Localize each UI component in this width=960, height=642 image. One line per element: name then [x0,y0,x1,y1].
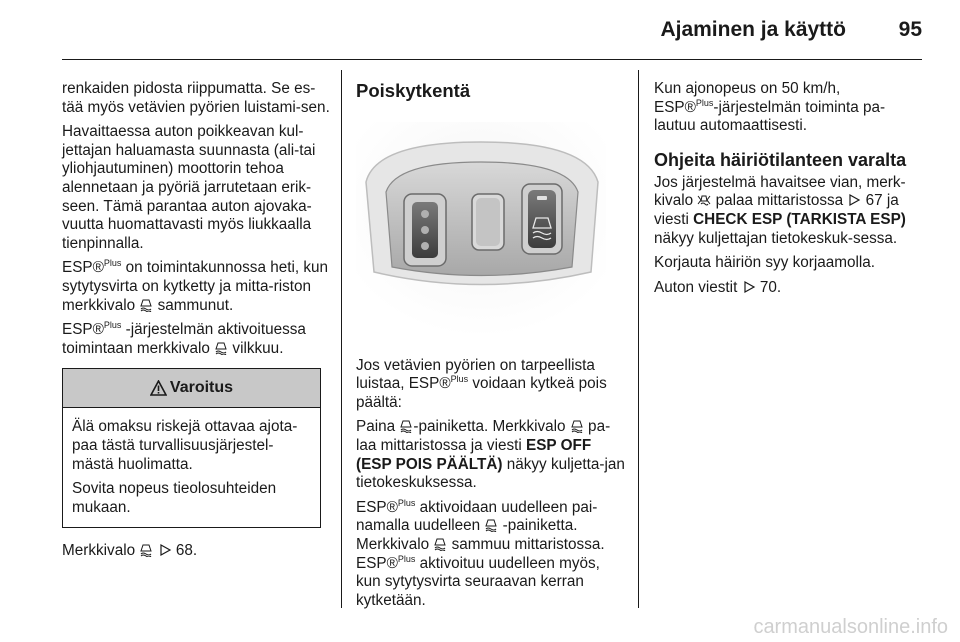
col2-paragraph-2: Paina -painiketta. Merkkivalo pa-laa mittaristossa ja viesti ESP OFF (ESP POIS PÄÄLTÄ) näkyy kuljetta-jan tietokeskuksessa. [356,418,625,492]
col1-paragraph-1: renkaiden pidosta riippumatta. Se es-tää myös vetävien pyörien luistami-sen. [62,80,330,116]
esp-warning-icon [139,298,153,312]
check-esp-message: CHECK ESP (TARKISTA ESP) [693,210,906,228]
col1-paragraph-2: Havaittaessa auton poikkeavan kul-jettajan haluamasta suunnasta (ali-tai yliohjautuminen) moottorin tehoa alennetaan ja pyöriä jarrutetaan erik-seen. Tämä parantaa auton ajovaka-vuutta huomattavasti myös liukkaalla tienpinnalla. [62,123,316,252]
col1-paragraph-5: Merkkivalo 68. [62,542,198,560]
esp-warning-icon [433,537,447,551]
page-header [0,0,960,62]
watermark: carmanualsonline.info [753,616,948,638]
esp-warning-icon [139,543,153,557]
col2-paragraph-1: Jos vetävien pyörien on tarpeellista luistaa, ESP®$^{Plus}$ voidaan kytkeä pois päältä: [356,356,607,411]
col3-paragraph-1: Kun ajonopeus on 50 km/h, ESP®$^{Plus}$-järjestelmän toiminta pa-lautuu automaattisesti. [654,80,886,135]
page-reference-arrow-icon [158,543,172,557]
warning-triangle-icon [150,380,167,396]
page-title: Ajaminen ja käyttö [660,18,846,41]
warning-title: Varoitus [169,379,234,397]
page-reference-arrow-icon [847,193,861,207]
warning-text-1: Älä omaksu riskejä ottavaa ajota-paa tästä turvallisuusjärjestel-mästä huolimatta. [72,418,298,473]
page-reference-arrow-icon [742,280,756,294]
esp-warning-icon [570,419,584,433]
column-divider-2 [638,70,639,608]
esp-switch-panel-illustration [356,122,606,337]
col1-paragraph-3: ESP®$^{Plus}$ on toimintakunnossa heti, kun sytytysvirta on kytketty ja mitta-riston merkkivalo sammunut. [62,258,329,314]
esp-warning-icon [399,419,413,433]
esp-warning-icon [484,518,498,532]
col2-paragraph-3: ESP®$^{Plus}$ aktivoidaan uudelleen pai-namalla uudelleen -painiketta. Merkkivalo sammuu mittaristossa. ESP®$^{Plus}$ aktivoituu uudelleen myös, kun sytytysvirta seuraavan kerran kytketään. [356,497,605,609]
col3-paragraph-4: Auton viestit 70. [654,278,782,296]
col1-paragraph-4: ESP®$^{Plus}$ -järjestelmän aktivoituessa toimintaan merkkivalo vilkkuu. [62,320,306,357]
column-2 [356,80,626,616]
esp-fault-icon [697,193,711,207]
section-heading-poiskytkenta: Poiskytkentä [356,80,471,101]
warning-header [63,369,320,408]
col3-paragraph-3: Korjauta häiriön syy korjaamolla. [654,254,876,272]
warning-text-2: Sovita nopeus tieolosuhteiden mukaan. [72,480,277,516]
section-heading-fault: Ohjeita häiriötilanteen varalta [654,149,907,170]
page-number: 95 [898,18,922,41]
esp-warning-icon [214,341,228,355]
column-1 [62,80,330,567]
header-rule [62,59,922,60]
warning-body [63,408,320,527]
column-3 [654,80,924,303]
esp-off-message: ESP OFF (ESP POIS PÄÄLTÄ) [356,436,592,473]
warning-box [62,368,321,528]
col3-paragraph-2: Jos järjestelmä havaitsee vian, merk-kivalo palaa mittaristossa 67 ja viesti CHECK ESP (TARKISTA ESP) näkyy kuljettajan tietokeskuk-sessa. [654,173,906,247]
column-divider-1 [341,70,342,608]
